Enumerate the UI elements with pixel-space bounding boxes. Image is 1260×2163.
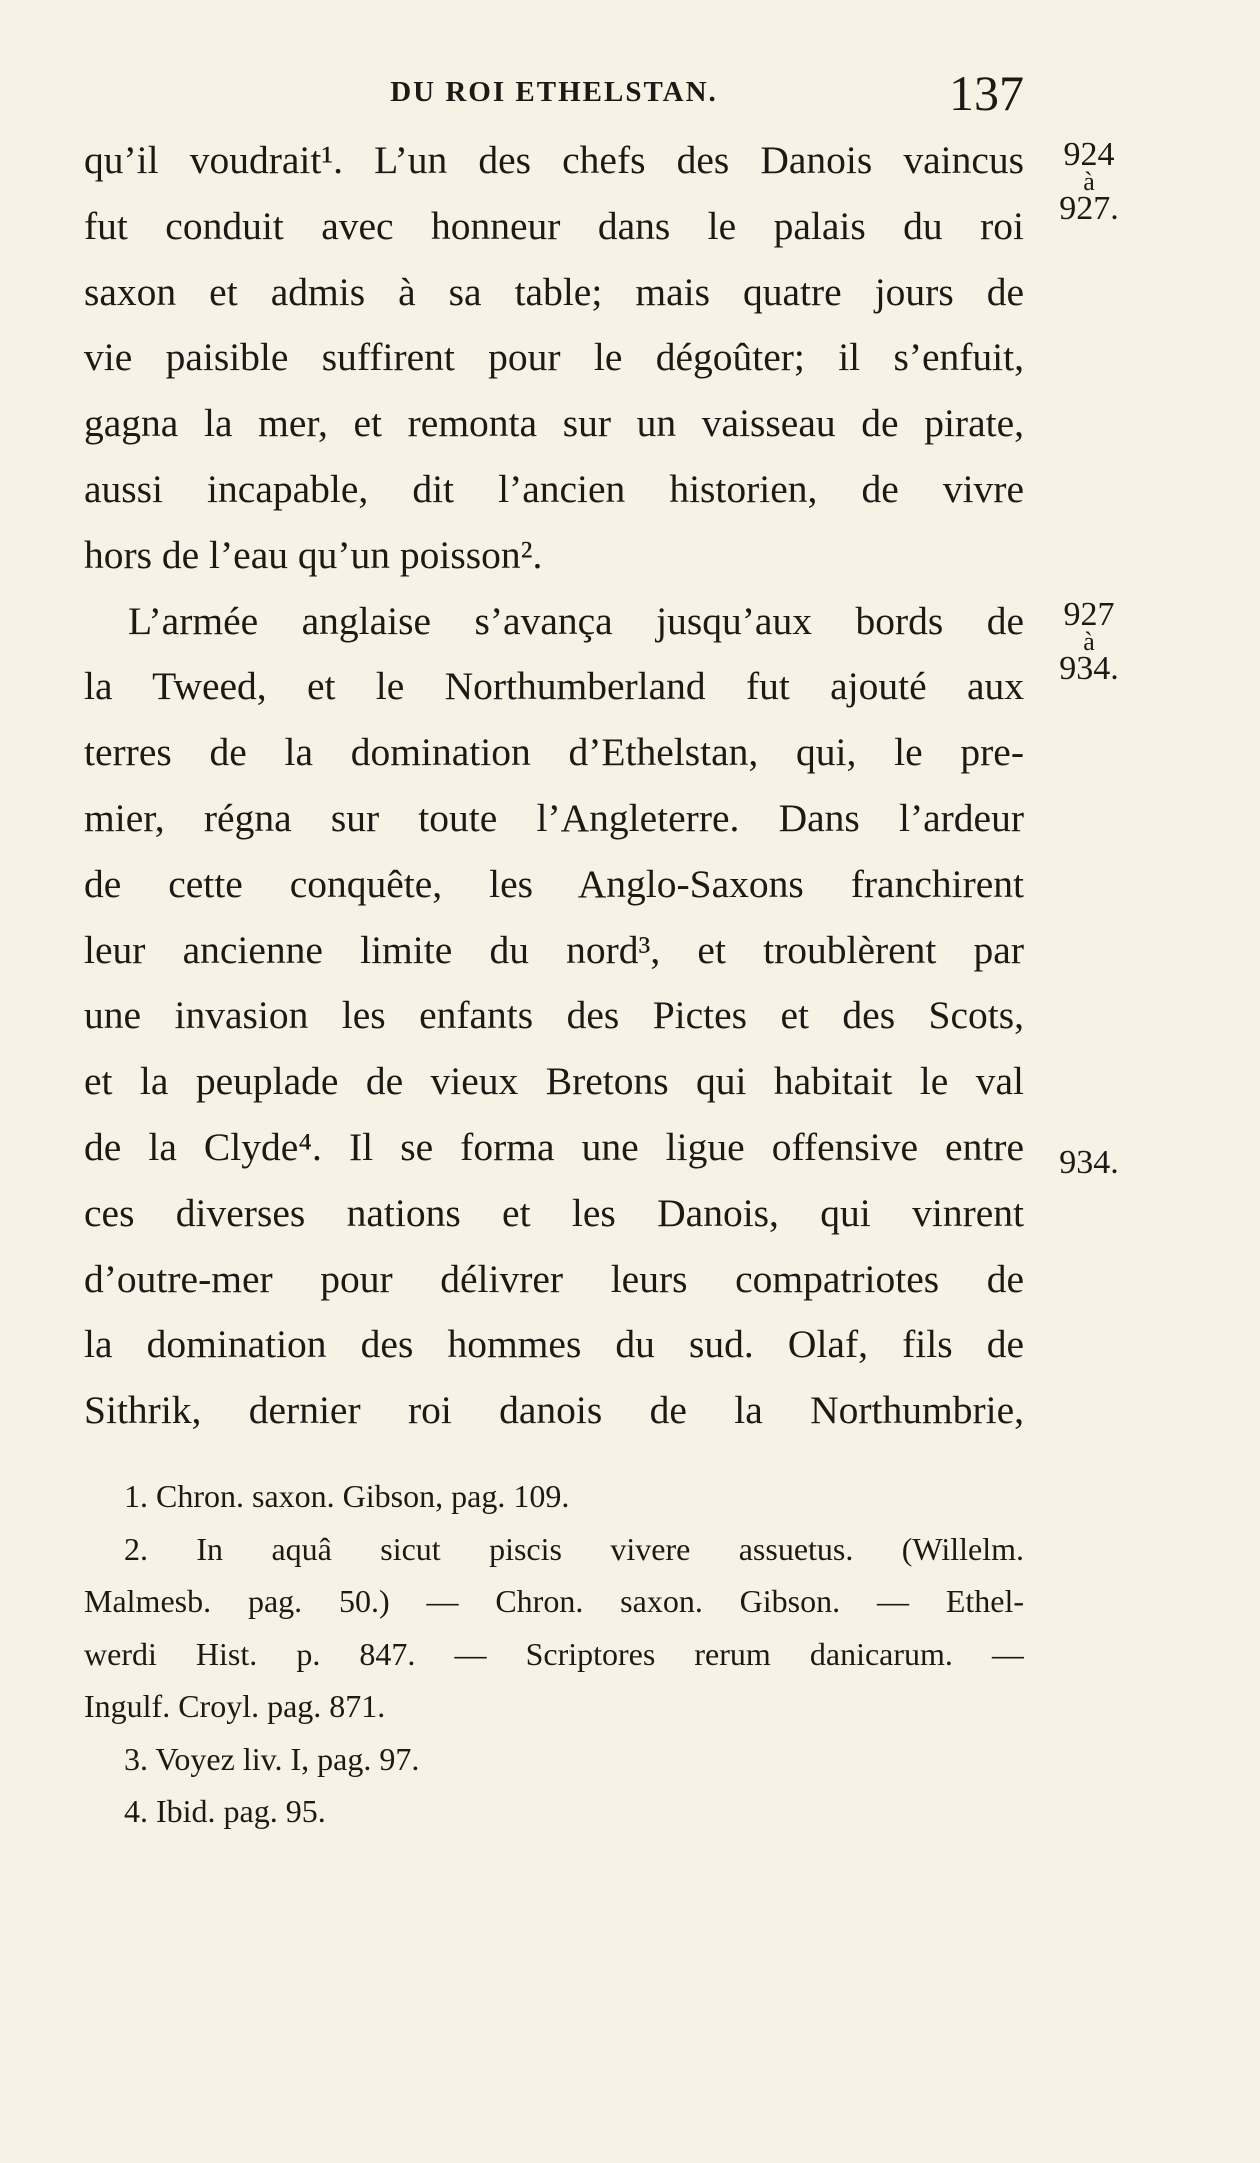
text-line: de cette conquête, les Anglo-Saxons franchirent: [84, 861, 1024, 906]
text-line: fut conduit avec honneur dans le palais du roi: [84, 203, 1024, 248]
text-line: la Tweed, et le Northumberland fut ajouté aux: [84, 664, 1024, 709]
footnote-line: Ingulf. Croyl. pag. 871.: [84, 1688, 386, 1724]
text-line: saxon et admis à sa table; mais quatre jours de: [84, 269, 1024, 314]
footnote-line: 4. Ibid. pag. 95.: [124, 1793, 326, 1829]
text-line: leur ancienne limite du nord³, et troublèrent par: [84, 927, 1024, 972]
text-line: hors de l’eau qu’un poisson².: [84, 532, 543, 577]
text-line: et la peuplade de vieux Bretons qui habitait le val: [84, 1059, 1024, 1104]
footnote-line: 1. Chron. saxon. Gibson, pag. 109.: [124, 1478, 570, 1514]
text-line: mier, régna sur toute l’Angleterre. Dans l’ardeur: [84, 795, 1024, 840]
text-line: aussi incapable, dit l’ancien historien, de vivre: [84, 466, 1024, 511]
footnotes: [84, 1470, 1024, 1838]
text-line: L’armée anglaise s’avança jusqu’aux bords de: [128, 598, 1024, 643]
text-line: la domination des hommes du sud. Olaf, fils de: [84, 1322, 1024, 1367]
margin-date-sep: à: [1083, 167, 1095, 196]
footnote-line: werdi Hist. p. 847. — Scriptores rerum danicarum. —: [84, 1635, 1024, 1672]
text-line: vie paisible suffirent pour le dégoûter; il s’enfuit,: [84, 335, 1024, 380]
page-number: 137: [949, 65, 1024, 121]
margin-date-from: 924: [1063, 136, 1115, 173]
text-line: Sithrik, dernier roi danois de la Northumbrie,: [84, 1388, 1024, 1433]
text-line: qu’il voudrait¹. L’un des chefs des Danois vaincus: [84, 138, 1024, 182]
margin-date-range: [1054, 598, 1124, 686]
running-title: DU ROI ETHELSTAN.: [390, 76, 718, 108]
footnote-line: Malmesb. pag. 50.) — Chron. saxon. Gibson. — Ethel-: [84, 1583, 1024, 1619]
margin-date-to: 934.: [1059, 650, 1119, 687]
margin-date-range: [1054, 138, 1124, 226]
main-text: [84, 128, 1024, 1444]
footnote-line: 2. In aquâ sicut piscis vivere assuetus. (Willelm.: [124, 1530, 1024, 1567]
margin-date-to: 927.: [1059, 190, 1119, 227]
text-line: de la Clyde⁴. Il se forma une ligue offensive entre: [84, 1124, 1024, 1169]
footnote-line: 3. Voyez liv. I, pag. 97.: [124, 1740, 420, 1777]
text-line: d’outre-mer pour délivrer leurs compatriotes de: [84, 1256, 1024, 1301]
text-line: gagna la mer, et remonta sur un vaisseau de pirate,: [84, 401, 1024, 446]
page-header: [84, 65, 1024, 122]
text-line: terres de la domination d’Ethelstan, qui, le pre-: [84, 730, 1024, 775]
margin-date-from: 927: [1063, 596, 1115, 633]
margin-date-sep: à: [1083, 627, 1095, 656]
margin-date-year: 934.: [1059, 1144, 1119, 1181]
margin-date-single: [1054, 1146, 1124, 1180]
text-line: une invasion les enfants des Pictes et des Scots,: [84, 993, 1024, 1038]
text-line: ces diverses nations et les Danois, qui vinrent: [84, 1190, 1024, 1235]
